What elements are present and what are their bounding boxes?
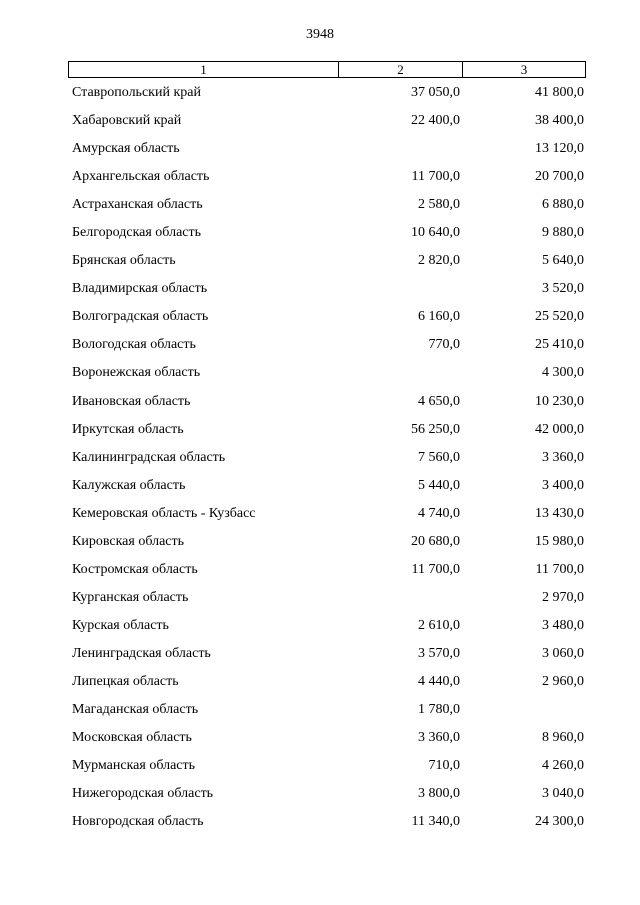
region-name: Амурская область — [72, 141, 180, 157]
value-col-3: 4 260,0 — [542, 758, 584, 774]
table-row — [0, 646, 640, 674]
value-col-2: 11 700,0 — [411, 561, 460, 577]
region-name: Мурманская область — [72, 758, 196, 774]
table-row — [0, 506, 640, 534]
value-col-3: 3 400,0 — [542, 477, 584, 493]
value-col-3: 38 400,0 — [535, 113, 584, 129]
region-name: Волгоградская область — [72, 309, 209, 325]
region-name: Калининградская область — [72, 449, 226, 465]
value-col-3: 15 980,0 — [535, 533, 584, 549]
value-col-3: 25 520,0 — [535, 309, 584, 325]
table-row — [0, 365, 640, 393]
table-row — [0, 197, 640, 225]
region-name: Ивановская область — [72, 393, 191, 409]
value-col-3: 8 960,0 — [542, 730, 584, 746]
value-col-3: 3 520,0 — [542, 281, 584, 297]
region-name: Воронежская область — [72, 365, 201, 381]
value-col-2: 6 160,0 — [418, 309, 460, 325]
value-col-3: 2 970,0 — [542, 589, 584, 605]
region-name: Калужская область — [72, 477, 186, 493]
table-row — [0, 450, 640, 478]
value-col-3: 3 040,0 — [542, 786, 584, 802]
page-number: 3948 — [306, 27, 334, 42]
value-col-2: 20 680,0 — [411, 533, 460, 549]
table-row — [0, 618, 640, 646]
region-name: Белгородская область — [72, 225, 202, 241]
table-row — [0, 85, 640, 113]
table-row — [0, 281, 640, 309]
value-col-2: 4 440,0 — [418, 673, 460, 689]
region-name: Курская область — [72, 617, 169, 633]
region-name: Нижегородская область — [72, 786, 214, 802]
value-col-2: 4 740,0 — [418, 505, 460, 521]
value-col-3: 3 480,0 — [542, 617, 584, 633]
table-row — [0, 534, 640, 562]
value-col-2: 4 650,0 — [418, 393, 460, 409]
table-row — [0, 394, 640, 422]
value-col-3: 3 060,0 — [542, 645, 584, 661]
table-row — [0, 590, 640, 618]
table-row — [0, 702, 640, 730]
table-row — [0, 422, 640, 450]
value-col-2: 2 610,0 — [418, 617, 460, 633]
region-name: Кемеровская область - Кузбасс — [72, 505, 256, 521]
value-col-3: 5 640,0 — [542, 253, 584, 269]
value-col-2: 710,0 — [428, 758, 460, 774]
value-col-2: 2 820,0 — [418, 253, 460, 269]
region-name: Кировская область — [72, 533, 185, 549]
value-col-3: 20 700,0 — [535, 169, 584, 185]
header-col-1: 1 — [69, 62, 339, 77]
value-col-2: 2 580,0 — [418, 197, 460, 213]
value-col-2: 56 250,0 — [411, 421, 460, 437]
table-row — [0, 786, 640, 814]
value-col-2: 22 400,0 — [411, 113, 460, 129]
value-col-3: 13 120,0 — [535, 141, 584, 157]
region-name: Новгородская область — [72, 814, 204, 830]
value-col-3: 4 300,0 — [542, 365, 584, 381]
header-col-2: 2 — [339, 62, 463, 77]
table-row — [0, 730, 640, 758]
region-name: Магаданская область — [72, 702, 199, 718]
region-name: Архангельская область — [72, 169, 210, 185]
table-row — [0, 253, 640, 281]
value-col-3: 2 960,0 — [542, 673, 584, 689]
value-col-3: 41 800,0 — [535, 85, 584, 100]
value-col-3: 42 000,0 — [535, 421, 584, 437]
region-name: Московская область — [72, 730, 192, 746]
region-name: Владимирская область — [72, 281, 208, 297]
table-row — [0, 562, 640, 590]
value-col-2: 37 050,0 — [411, 85, 460, 100]
table-row — [0, 814, 640, 842]
table-row — [0, 113, 640, 141]
value-col-2: 1 780,0 — [418, 702, 460, 718]
region-name: Хабаровский край — [72, 113, 182, 129]
region-name: Иркутская область — [72, 421, 184, 437]
value-col-3: 9 880,0 — [542, 225, 584, 241]
table-row — [0, 337, 640, 365]
region-name: Астраханская область — [72, 197, 203, 213]
value-col-2: 11 340,0 — [411, 814, 460, 830]
value-col-2: 770,0 — [428, 337, 460, 353]
value-col-2: 7 560,0 — [418, 449, 460, 465]
region-name: Брянская область — [72, 253, 176, 269]
region-name: Липецкая область — [72, 673, 179, 689]
value-col-2: 10 640,0 — [411, 225, 460, 241]
table-row — [0, 225, 640, 253]
value-col-2: 3 570,0 — [418, 645, 460, 661]
region-name: Костромская область — [72, 561, 198, 577]
value-col-2: 3 800,0 — [418, 786, 460, 802]
table-row — [0, 758, 640, 786]
region-name: Ленинградская область — [72, 645, 211, 661]
table-row — [0, 309, 640, 337]
value-col-3: 25 410,0 — [535, 337, 584, 353]
value-col-2: 5 440,0 — [418, 477, 460, 493]
table-row — [0, 141, 640, 169]
header-col-3: 3 — [520, 61, 528, 77]
table-row — [0, 674, 640, 702]
value-col-3: 11 700,0 — [535, 561, 584, 577]
region-name: Вологодская область — [72, 337, 196, 353]
value-col-3: 24 300,0 — [535, 814, 584, 830]
value-col-3: 6 880,0 — [542, 197, 584, 213]
value-col-3: 13 430,0 — [535, 505, 584, 521]
value-col-2: 3 360,0 — [418, 730, 460, 746]
table-row — [0, 169, 640, 197]
value-col-3: 10 230,0 — [535, 393, 584, 409]
region-name: Ставропольский край — [72, 85, 201, 100]
region-name: Курганская область — [72, 589, 189, 605]
table-row — [0, 478, 640, 506]
table-header — [68, 61, 586, 78]
table-body — [0, 85, 640, 842]
value-col-3: 3 360,0 — [542, 449, 584, 465]
value-col-2: 11 700,0 — [411, 169, 460, 185]
